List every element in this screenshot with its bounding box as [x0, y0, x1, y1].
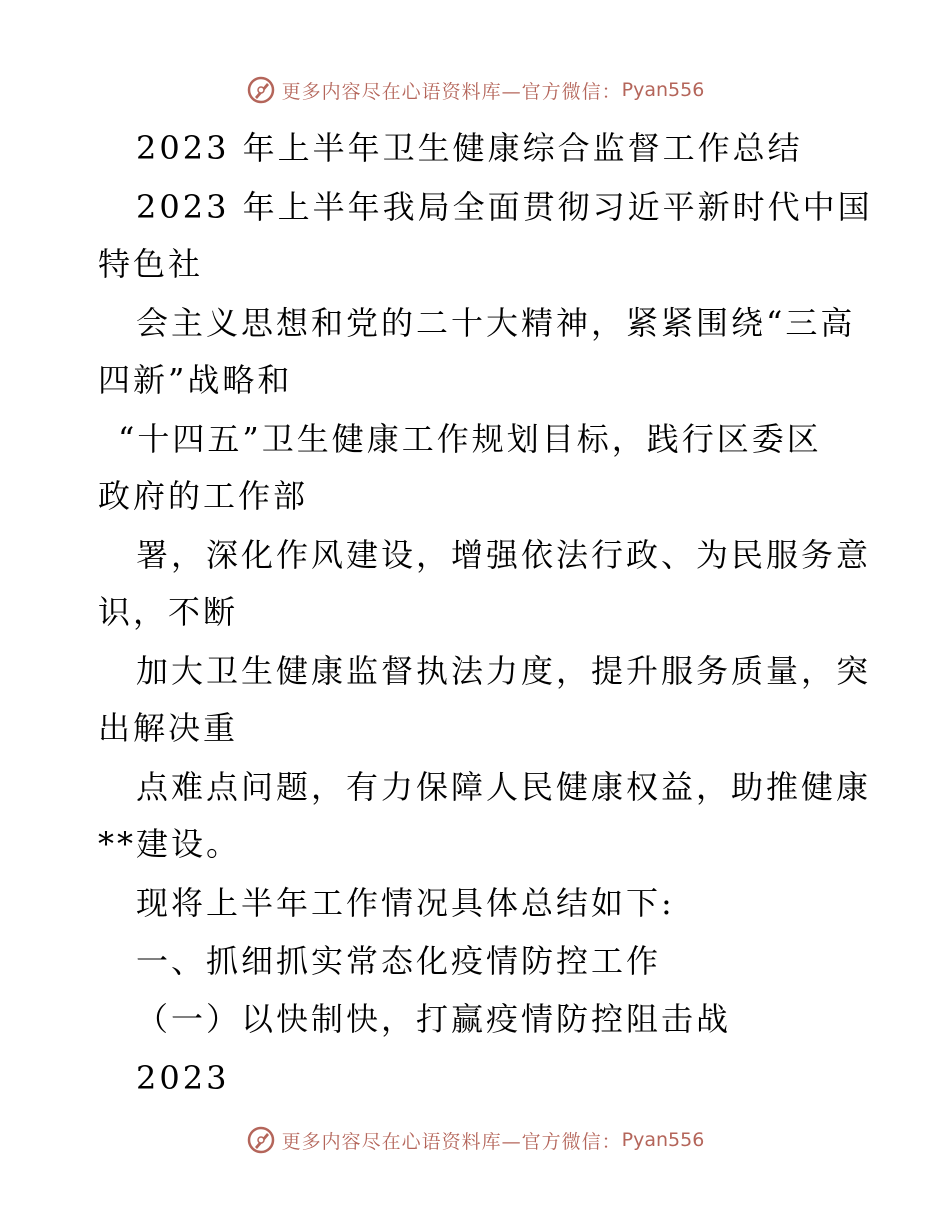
paragraph-line: 出解决重 [98, 709, 239, 747]
paragraph-line: 现将上半年工作情况具体总结如下: [136, 884, 675, 922]
watermark-text: 更多内容尽在心语资料库—官方微信： [281, 80, 622, 103]
watermark-text: 更多内容尽在心语资料库—官方微信： [281, 1130, 622, 1153]
paragraph-line: 2023 年上半年我局全面贯彻习近平新时代中国 [136, 188, 873, 226]
watermark-wechat-id: Pyan556 [621, 1129, 705, 1151]
paragraph-line: 加大卫生健康监督执法力度，提升服务质量，突 [136, 652, 872, 690]
footer-watermark [0, 1120, 950, 1160]
brand-logo-icon [246, 1125, 276, 1155]
paragraph-line: **建设。 [98, 825, 242, 863]
section-heading: 一、抓细抓实常态化疫情防控工作 [136, 942, 662, 980]
paragraph-line: 会主义思想和党的二十大精神，紧紧围绕“三高 [136, 304, 856, 342]
brand-logo-icon [246, 75, 276, 105]
paragraph-line: 四新”战略和 [98, 361, 293, 399]
paragraph-line: 2023 [136, 1059, 230, 1097]
header-watermark [0, 70, 950, 110]
paragraph-line: 署，深化作风建设，增强依法行政、为民服务意 [136, 536, 872, 574]
subsection-heading: （一）以快制快，打赢疫情防控阻击战 [136, 1000, 732, 1038]
paragraph-line: 政府的工作部 [98, 477, 309, 515]
paragraph-line: 点难点问题，有力保障人民健康权益，助推健康 [136, 768, 872, 806]
watermark-wechat-id: Pyan556 [621, 79, 705, 101]
paragraph-line: 特色社 [98, 245, 204, 283]
document-title: 2023 年上半年卫生健康综合监督工作总结 [136, 129, 803, 167]
paragraph-line: “十四五”卫生健康工作规划目标，践行区委区 [118, 420, 822, 458]
paragraph-line: 识，不断 [98, 593, 239, 631]
